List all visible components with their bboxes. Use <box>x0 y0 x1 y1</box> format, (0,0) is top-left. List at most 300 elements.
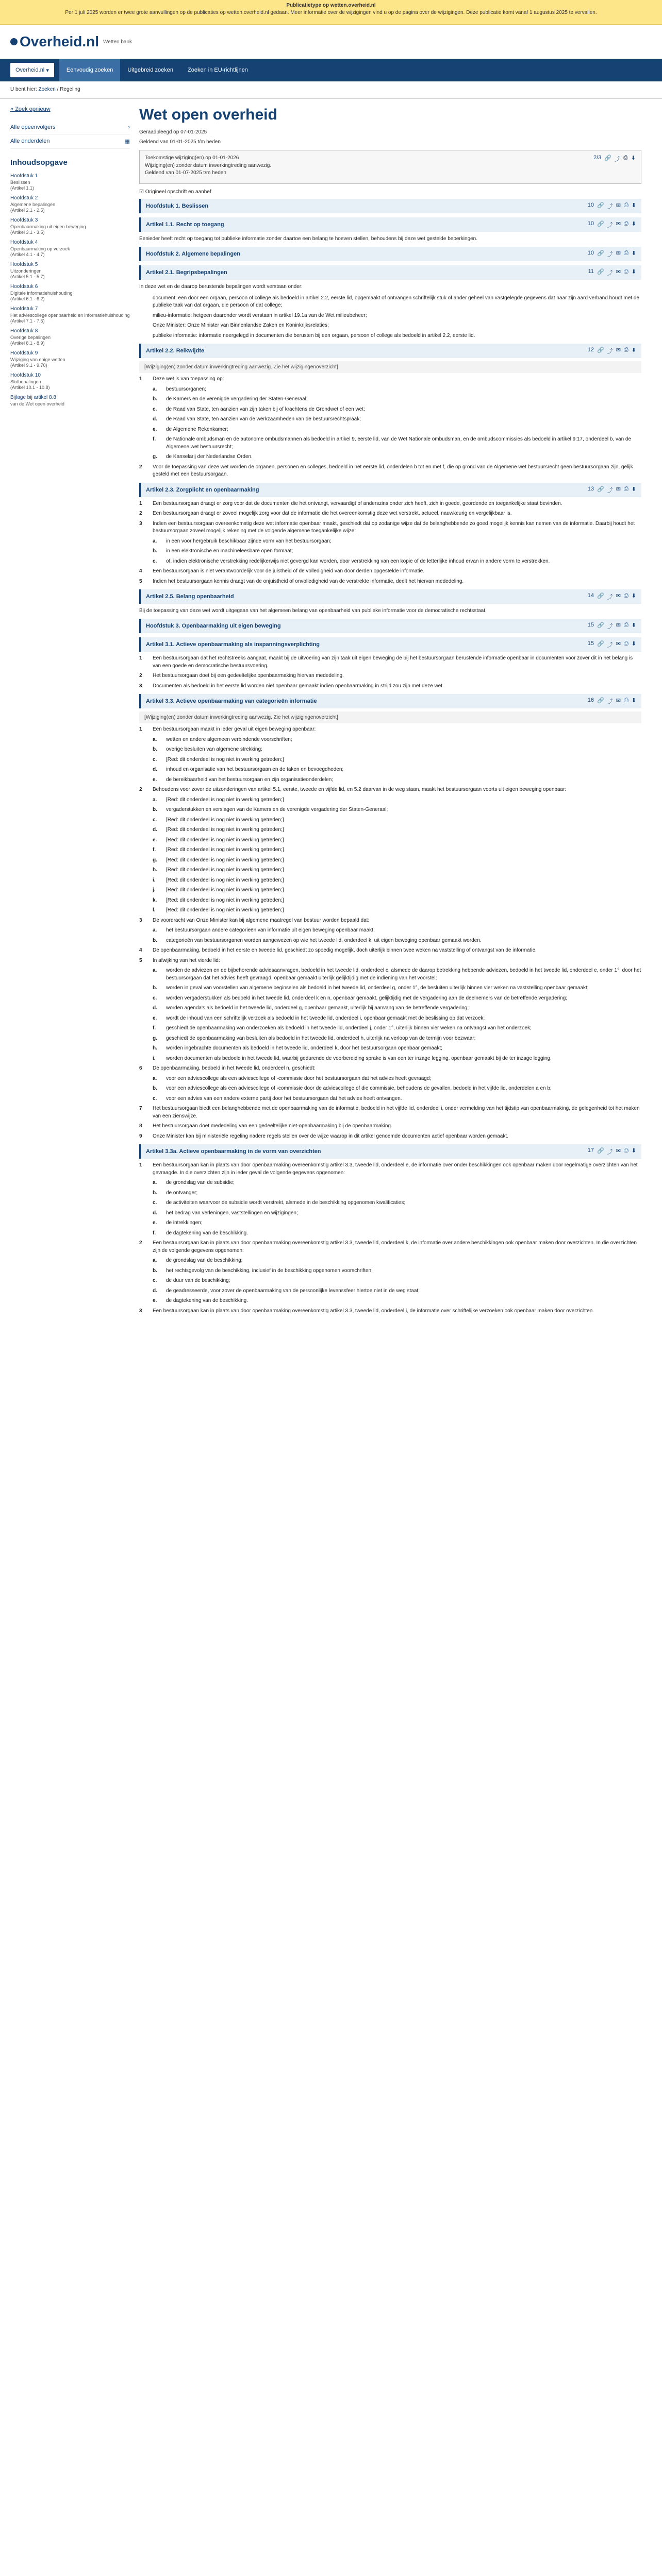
section-heading[interactable] <box>139 199 641 213</box>
item-text: Het bestuursorgaan doet bij een gedeeltelijke openbaarmaking hiervan mededeling. <box>153 673 344 679</box>
link-icon[interactable]: 🔗 <box>597 698 604 704</box>
item-text: Een bestuursorgaan kan in plaats van door openbaarmaking overeenkomstig artikel 3.3, tweede lid, onderdeel k, de informatie over andere beschikkingen ook openbaar maken door overzichten. In die overzichten zijn de volgende gegevens opgenomen: <box>153 1240 637 1253</box>
section-tools <box>588 202 636 210</box>
sub-item <box>139 877 641 885</box>
toc-item-range: (Artikel 3.1 - 3.5) <box>10 229 45 235</box>
item-number: e. <box>153 426 157 432</box>
item-text: [Red: dit onderdeel is nog niet in werking getreden;] <box>166 847 284 853</box>
version-note: Wijziging(en) zonder datum inwerkingtreding aanwezig. <box>145 162 272 168</box>
item-text: Een bestuursorgaan draagt er zorg voor dat de documenten die het ontvangt, vervaardigt of anderszins onder zich heeft, zich in goede, geordende en toegankelijke staat bevinden. <box>153 500 562 506</box>
back-label: Zoek opnieuw <box>15 106 51 112</box>
sub-item <box>139 806 641 814</box>
download-icon[interactable]: ⬇ <box>631 593 636 599</box>
sub-item <box>139 396 641 403</box>
item-number: c. <box>153 1095 157 1101</box>
item-text: worden in geval van voorstellen van algemene beginselen als bedoeld in het tweede lid, onderdeel g, onder 1°, de besluiten uiterlijk binnen vier weken na vaststelling openbaar gemaakt; <box>166 985 589 991</box>
share-icon[interactable]: ⤴ <box>607 222 613 228</box>
sub-item <box>139 857 641 865</box>
section-number: 10 <box>587 201 594 208</box>
section-tools <box>588 1147 636 1156</box>
item-number: 1 <box>139 376 142 382</box>
item-text: Voor de toepassing van deze wet worden de organen, personen en colleges, bedoeld in het eerste lid, onderdelen b tot en met f, die op grond van de Algemene wet bestuursrecht geen bestuursorgaan zijn, gelijk gesteld met een bestuursorgaan. <box>153 464 633 477</box>
toc-item-title: Hoofdstuk 10 <box>10 372 41 378</box>
toc-item-title: Hoofdstuk 5 <box>10 262 38 267</box>
section-title: Artikel 2.2. Reikwijdte <box>146 348 205 354</box>
list-item <box>139 1065 641 1073</box>
item-number: 6 <box>139 1065 142 1071</box>
logo-icon <box>10 38 18 45</box>
item-number: 5 <box>139 578 142 584</box>
comment-icon[interactable]: ✉ <box>616 268 621 275</box>
sub-item <box>139 538 641 546</box>
item-text: in een voor hergebruik beschikbaar zijnde vorm van het bestuursorgaan; <box>166 538 332 544</box>
sub-item <box>139 867 641 874</box>
item-text: Een bestuursorgaan maakt in ieder geval uit eigen beweging openbaar: <box>153 726 316 732</box>
toc-item-title: Hoofdstuk 6 <box>10 284 38 290</box>
back-link[interactable]: « Zoek opnieuw <box>10 106 51 112</box>
sub-item <box>139 846 641 854</box>
toc-item-title: Hoofdstuk 9 <box>10 350 38 356</box>
share-icon[interactable]: ⤴ <box>607 699 613 705</box>
item-number: b. <box>153 807 157 812</box>
item-text: milieu-informatie: hetgeen daaronder wordt verstaan in artikel 19.1a van de Wet milieubeheer; <box>153 312 367 318</box>
toc-item[interactable] <box>10 282 130 304</box>
list-item <box>139 295 641 310</box>
print-icon[interactable]: ⎙ <box>623 485 628 492</box>
item-number: 5 <box>139 957 142 963</box>
item-number: f. <box>153 847 156 853</box>
item-text: de intrekkingen; <box>166 1220 203 1226</box>
print-icon[interactable]: ⎙ <box>623 697 628 703</box>
item-number: b. <box>153 1190 157 1196</box>
list-item <box>139 568 641 575</box>
item-text: de Raad van State, ten aanzien van de werkzaamheden van de bestuursrechtspraak; <box>166 416 361 422</box>
sub-item <box>139 426 641 434</box>
paragraph: Bij de toepassing van deze wet wordt uitgegaan van het algemeen belang van openbaarheid van publieke informatie voor de democratische rechtsstaat. <box>139 608 487 614</box>
item-number: f. <box>153 436 156 442</box>
list-item <box>139 786 641 794</box>
item-number: j. <box>153 887 156 893</box>
item-number: c. <box>153 1278 157 1283</box>
toc-item[interactable] <box>10 260 130 282</box>
share-icon[interactable]: ⤴ <box>607 1149 613 1155</box>
item-text: categorieën van bestuursorganen worden aangewezen op wie het tweede lid, onderdeel k, uit eigen beweging openbaar gemaakt worden. <box>166 937 482 943</box>
section-heading[interactable] <box>139 694 641 708</box>
item-number: f. <box>153 1230 156 1236</box>
toc-item[interactable] <box>10 304 130 326</box>
sub-item <box>139 406 641 414</box>
print-icon[interactable]: ⎙ <box>623 1147 628 1154</box>
sub-item <box>139 826 641 834</box>
sub-item <box>139 937 641 945</box>
site-logo[interactable] <box>10 33 132 50</box>
print-icon[interactable]: ⎙ <box>623 592 628 599</box>
list-item <box>139 1240 641 1255</box>
item-number: d. <box>153 767 157 772</box>
page-title: Wet open overheid <box>139 106 277 123</box>
item-text: [Red: dit onderdeel is nog niet in werking getreden;] <box>166 877 284 883</box>
print-icon[interactable]: ⎙ <box>623 347 628 353</box>
section-heading[interactable] <box>139 1144 641 1159</box>
sub-item <box>139 995 641 1003</box>
item-text: de geadresseerde, voor zover de openbaarmaking van de persoonlijke levenssfeer hiertoe niet in de weg staat; <box>166 1287 420 1294</box>
list-item <box>139 500 641 508</box>
download-icon[interactable]: ⬇ <box>631 698 636 704</box>
item-number: 2 <box>139 511 142 516</box>
sub-item <box>139 985 641 992</box>
tab-uitgebreid[interactable]: Uitgebreid zoeken <box>127 67 174 73</box>
version-valid: Geldend van 01-07-2025 t/m heden <box>145 170 226 176</box>
item-text: document: een door een orgaan, persoon of college als bedoeld in artikel 2.2, eerste lid, opgemaakt of ontvangen schriftelijk stuk of ander geheel van vastgelegde gegevens dat naar zijn aard verband houdt met de publieke taak van dat orgaan, die persoon of dat college; <box>153 295 639 308</box>
sub-item <box>139 1085 641 1093</box>
toc-item-subtitle: Uitzonderingen <box>10 268 42 274</box>
item-number: 4 <box>139 947 142 953</box>
link-icon[interactable]: 🔗 <box>597 250 604 257</box>
list-item <box>139 1308 641 1315</box>
comment-icon[interactable]: ✉ <box>616 221 621 227</box>
item-number: d. <box>153 1005 157 1011</box>
arrow-icon: › <box>128 124 130 130</box>
share-icon[interactable]: ⤴ <box>607 594 613 600</box>
link-icon[interactable]: 🔗 <box>597 1148 604 1154</box>
toc-item-subtitle: Wijziging van enige wetten <box>10 357 65 362</box>
comment-icon[interactable]: ✉ <box>616 622 621 629</box>
list-item <box>139 957 641 965</box>
item-text: voor een advies van een andere externe partij door het bestuursorgaan dat het advies heeft ontvangen. <box>166 1095 402 1101</box>
item-number: g. <box>153 454 157 460</box>
item-number: c. <box>153 558 157 564</box>
toc-item[interactable] <box>10 193 130 215</box>
amendment-note: [Wijziging(en) zonder datum inwerkingtreding aanwezig. Zie het wijzigingenoverzicht] <box>139 361 641 373</box>
sub-item <box>139 1267 641 1275</box>
item-number: 3 <box>139 520 142 527</box>
sub-item <box>139 796 641 804</box>
sub-item <box>139 416 641 423</box>
section-title: Artikel 3.3. Actieve openbaarmaking van categorieën informatie <box>146 698 317 704</box>
sidebar-link-opvolgers[interactable] <box>10 121 130 134</box>
item-text: voor een adviescollege als een adviescollege of -commissie door de adviescollege of die commissie, behoudens de gevallen, bedoeld in het vijfde lid, onderdelen a en b; <box>166 1086 552 1091</box>
list-item <box>139 1123 641 1130</box>
crumb-zoeken[interactable]: Zoeken <box>38 87 56 92</box>
section-heading[interactable] <box>139 483 641 497</box>
link-icon[interactable]: 🔗 <box>597 347 604 353</box>
section-number: 14 <box>587 592 594 599</box>
item-text: de dagtekening van de beschikking. <box>166 1298 249 1303</box>
section-heading[interactable] <box>139 344 641 358</box>
item-text: inhoud en organisatie van het bestuursorgaan en de taken en bevoegdheden; <box>166 767 344 772</box>
item-text: de Kamers en de verenigde vergadering der Staten-Generaal; <box>166 396 308 402</box>
item-text: in een elektronische en machineleesbare open formaat; <box>166 548 293 554</box>
site-select[interactable]: Overheid.nl ▾ <box>10 63 54 77</box>
download-icon[interactable]: ⬇ <box>631 202 636 209</box>
comment-icon[interactable]: ✉ <box>616 593 621 599</box>
item-number: b. <box>153 985 157 991</box>
section-number: 15 <box>587 640 594 647</box>
item-number: a. <box>153 736 157 742</box>
link-icon[interactable]: 🔗 <box>597 221 604 227</box>
item-number: 2 <box>139 1240 142 1246</box>
share-icon[interactable]: ⤴ <box>607 348 613 354</box>
item-text: voor een adviescollege als een adviescollege of -commissie door het bestuursorgaan dat het advies heeft gevraagd; <box>166 1075 432 1081</box>
sub-item <box>139 837 641 844</box>
version-box <box>139 150 641 184</box>
item-number: 1 <box>139 726 142 732</box>
toc-item-range: (Artikel 1.1) <box>10 185 35 191</box>
item-number: e. <box>153 837 157 843</box>
logo-subtitle: Wetten bank <box>103 39 133 45</box>
list-item <box>139 1133 641 1141</box>
list-item <box>139 917 641 925</box>
section-heading[interactable] <box>139 619 641 633</box>
sub-item <box>139 927 641 935</box>
tab-eu[interactable]: Zoeken in EU-richtlijnen <box>188 67 248 73</box>
item-text: het bedrag van verleningen, vaststellingen en wijzigingen; <box>166 1210 298 1216</box>
print-icon[interactable]: ⎙ <box>623 268 628 275</box>
download-icon[interactable]: ⬇ <box>631 622 636 629</box>
section-number: 17 <box>587 1147 594 1154</box>
sub-item <box>139 453 641 461</box>
item-text: wordt de inhoud van een schriftelijk verzoek als bedoeld in het tweede lid, onderdeel i, openbaar gemaakt met de beslissing op dat verzoek; <box>166 1015 485 1021</box>
section-title: Artikel 1.1. Recht op toegang <box>146 221 224 228</box>
toc-item-title: Hoofdstuk 4 <box>10 240 38 245</box>
banner-text: Per 1 juli 2025 worden er twee grote aanvullingen op de publicaties op wetten.overheid.nl gedaan. Meer informatie over de wijzigingen vind u op de pagina over de wijzigingen. Deze publicatie komt vanaf 1 augustus 2025 te vervallen. <box>65 9 597 15</box>
item-text: publieke informatie: informatie neergelegd in documenten die berusten bij een orgaan, persoon of college als bedoeld in artikel 2.2, eerste lid. <box>153 332 475 338</box>
tab-eenvoudig[interactable]: Eenvoudig zoeken <box>59 59 121 81</box>
toc-item-range: (Artikel 10.1 - 10.8) <box>10 384 50 390</box>
item-number: 8 <box>139 1123 142 1129</box>
list-item <box>139 726 641 734</box>
comment-icon[interactable]: ✉ <box>616 347 621 353</box>
sidebar-link-onderdelen[interactable] <box>10 134 130 149</box>
share-icon[interactable]: ⤴ <box>607 269 613 276</box>
link-icon[interactable]: 🔗 <box>597 641 604 647</box>
share-icon[interactable]: ⤴ <box>614 156 620 162</box>
sub-item <box>139 1095 641 1103</box>
sub-item <box>139 1025 641 1032</box>
toc-item[interactable] <box>10 370 130 393</box>
list-item <box>139 947 641 955</box>
download-icon[interactable]: ⬇ <box>631 268 636 275</box>
section-heading[interactable] <box>139 589 641 604</box>
section-tools <box>588 697 636 705</box>
item-number: 1 <box>139 655 142 661</box>
comment-icon[interactable]: ✉ <box>616 1148 621 1154</box>
list-item <box>139 672 641 680</box>
sub-item <box>139 967 641 982</box>
item-number: 1 <box>139 500 142 506</box>
section-title: Artikel 2.3. Zorgplicht en openbaarmaking <box>146 486 259 493</box>
share-icon[interactable]: ⤴ <box>607 487 613 494</box>
toc-item-range: (Artikel 4.1 - 4.7) <box>10 251 45 257</box>
item-text: Het bestuursorgaan biedt een belanghebbende met de openbaarmaking van de informatie, bedoeld in het vijfde lid, onderdeel i, onder vermelding van het tijdstip van openbaarmaking, de gelegenheid tot het maken van een zienswijze. <box>153 1106 640 1119</box>
item-text: de Algemene Rekenkamer; <box>166 426 228 432</box>
law-body <box>139 199 641 1315</box>
sub-item <box>139 1230 641 1238</box>
item-number: h. <box>153 867 157 873</box>
item-text: De openbaarmaking, bedoeld in het eerste en tweede lid, geschiedt zo spoedig mogelijk, doch uiterlijk binnen twee weken na vaststelling of ontvangst van de informatie. <box>153 947 537 953</box>
item-text: de Nationale ombudsman en de autonome ombudsmannen als bedoeld in artikel 9, eerste lid, van de Wet Nationale ombudsman, en de ombudscommissies als bedoeld in artikel 9:17, onderdeel b, van de Algemene wet bestuursrecht; <box>166 436 632 450</box>
paragraph: Eenieder heeft recht op toegang tot publieke informatie zonder daartoe een belang te hoeven stellen, behoudens bij deze wet gestelde beperkingen. <box>139 235 478 242</box>
item-text: de grondslag van de subsidie; <box>166 1180 235 1185</box>
toc-item-subtitle: Openbaarmaking uit eigen beweging <box>10 224 86 229</box>
section-title: Artikel 2.5. Belang openbaarheid <box>146 594 234 600</box>
toc-item[interactable] <box>10 326 130 348</box>
item-text: [Red: dit onderdeel is nog niet in werking getreden;] <box>166 887 284 893</box>
section-title: Artikel 2.1. Begripsbepalingen <box>146 269 227 276</box>
toc-item-range: (Artikel 6.1 - 6.2) <box>10 296 45 301</box>
sub-item <box>139 907 641 914</box>
item-number: b. <box>153 548 157 554</box>
toc-item-title: Hoofdstuk 7 <box>10 306 38 312</box>
item-text: In afwijking van het vierde lid: <box>153 957 220 963</box>
link-icon[interactable]: 🔗 <box>604 155 611 161</box>
item-text: vergaderstukken en verslagen van de Kamers en de verenigde vergadering der Staten-Generaal; <box>166 807 388 812</box>
toc-item[interactable] <box>10 348 130 370</box>
toc-item-title: Hoofdstuk 3 <box>10 217 38 223</box>
site-select-value: Overheid.nl <box>15 67 45 73</box>
link-icon[interactable]: 🔗 <box>597 202 604 209</box>
section-heading[interactable] <box>139 637 641 652</box>
comment-icon[interactable]: ✉ <box>616 250 621 257</box>
item-text: het rechtsgevolg van de beschikking, inclusief in de beschikking opgenomen voorschriften; <box>166 1267 373 1274</box>
paragraph: In deze wet en de daarop berustende bepalingen wordt verstaan onder: <box>139 283 303 290</box>
print-icon[interactable]: ⎙ <box>623 155 628 161</box>
item-text: overige besluiten van algemene strekking; <box>166 747 262 752</box>
section-number: 13 <box>587 485 594 492</box>
sub-item <box>139 1055 641 1063</box>
grid-icon: ▦ <box>124 139 130 145</box>
toc-item[interactable] <box>10 238 130 260</box>
sub-item <box>139 386 641 394</box>
sub-item <box>139 1015 641 1023</box>
item-text: worden ingebrachte documenten als bedoeld in het tweede lid, onderdeel k, door het bestuursorgaan openbaar gemaakt; <box>166 1045 442 1051</box>
item-number <box>139 295 153 310</box>
item-text: Behoudens voor zover de uitzonderingen van artikel 5.1, eerste, tweede en vijfde lid, en 5.2 daarvan in de weg staan, maakt het bestuursorgaan voorts uit eigen beweging openbaar: <box>153 787 567 792</box>
download-icon[interactable]: ⬇ <box>631 221 636 227</box>
crumb-label: U bent hier: <box>10 87 37 92</box>
item-text: geschiedt de openbaarmaking van besluiten als bedoeld in het tweede lid, onderdeel h, uiterlijk na verloop van de termijn voor bezwaar; <box>166 1035 476 1041</box>
download-icon[interactable]: ⬇ <box>631 347 636 353</box>
item-text: de Raad van State, ten aanzien van zijn taken bij of krachtens de Grondwet of een wet; <box>166 406 365 412</box>
item-text: Deze wet is van toepassing op: <box>153 376 224 382</box>
download-icon[interactable]: ⬇ <box>631 1148 636 1154</box>
list-item <box>139 322 641 330</box>
print-icon[interactable]: ⎙ <box>623 249 628 256</box>
notice-banner <box>0 0 662 25</box>
item-text: [Red: dit onderdeel is nog niet in werking getreden;] <box>166 756 284 762</box>
link-icon[interactable]: 🔗 <box>597 622 604 629</box>
item-number: c. <box>153 1200 157 1206</box>
item-number: i. <box>153 877 156 883</box>
section-heading[interactable] <box>139 247 641 261</box>
sub-item <box>139 548 641 555</box>
section-title: Artikel 3.1. Actieve openbaarmaking als inspanningsverplichting <box>146 641 320 648</box>
item-number: a. <box>153 1258 157 1263</box>
sub-item <box>139 1190 641 1197</box>
section-title: Artikel 3.3a. Actieve openbaarmaking in de vorm van overzichten <box>146 1148 321 1155</box>
item-number: d. <box>153 416 157 422</box>
section-heading[interactable] <box>139 217 641 232</box>
item-number: c. <box>153 995 157 1001</box>
main-nav <box>0 59 662 81</box>
link-icon[interactable]: 🔗 <box>597 268 604 275</box>
item-number: c. <box>153 406 157 412</box>
toc-item[interactable] <box>10 171 130 193</box>
share-icon[interactable]: ⤴ <box>607 642 613 648</box>
section-number: 16 <box>587 697 594 703</box>
toc-item-subtitle: Beslissen <box>10 179 30 185</box>
item-number: h. <box>153 1045 157 1051</box>
sub-item <box>139 736 641 744</box>
section-tools <box>588 486 636 494</box>
item-text: de bereikbaarheid van het bestuursorgaan en zijn organisatieonderdelen; <box>166 776 334 783</box>
share-icon[interactable]: ⤴ <box>607 203 613 210</box>
link-icon[interactable]: 🔗 <box>597 593 604 599</box>
section-number: 12 <box>587 347 594 353</box>
site-header <box>0 25 662 59</box>
link-icon[interactable]: 🔗 <box>597 486 604 493</box>
print-icon[interactable]: ⎙ <box>623 622 628 628</box>
download-icon[interactable]: ⬇ <box>631 641 636 647</box>
item-number: g. <box>153 857 157 863</box>
item-text: het bestuursorgaan andere categorieën van informatie uit eigen beweging openbaar maakt; <box>166 927 375 933</box>
item-number: e. <box>153 1220 157 1226</box>
comment-icon[interactable]: ✉ <box>616 486 621 493</box>
item-number: g. <box>153 1035 157 1041</box>
item-text: Indien een bestuursorgaan overeenkomstig deze wet informatie openbaar maakt, geschiedt dat op zodanige wijze dat de belanghebbende zo goed mogelijk kennis kan nemen van de informatie. Daarbij houdt het bestuursorgaan zoveel mogelijk rekening met de volgende algemene toegankelijke wijze: <box>153 520 635 534</box>
download-icon[interactable]: ⬇ <box>631 155 636 161</box>
item-text: Onze Minister kan bij ministeriële regeling nadere regels stellen over de wijze waarop in dit artikel genoemde documenten actief openbaar worden gemaakt. <box>153 1133 508 1139</box>
item-text: [Red: dit onderdeel is nog niet in werking getreden;] <box>166 867 284 873</box>
sub-item <box>139 1297 641 1305</box>
toc-item-subtitle: Digitale informatiehuishouding <box>10 290 73 296</box>
share-icon[interactable]: ⤴ <box>607 623 613 630</box>
item-number: b. <box>153 396 157 402</box>
section-tools <box>588 592 636 601</box>
item-number: a. <box>153 538 157 544</box>
comment-icon[interactable]: ✉ <box>616 202 621 209</box>
share-icon[interactable]: ⤴ <box>607 251 613 258</box>
download-icon[interactable]: ⬇ <box>631 250 636 257</box>
comment-icon[interactable]: ✉ <box>616 641 621 647</box>
original-title-toggle[interactable]: ☑ Origineel opschrift en aanhef <box>139 189 211 195</box>
sub-item <box>139 1199 641 1207</box>
sub-item <box>139 1035 641 1043</box>
item-number: l. <box>153 907 156 913</box>
print-icon[interactable]: ⎙ <box>623 640 628 647</box>
item-text: worden vergaderstukken als bedoeld in het tweede lid, onderdeel k en n, openbaar gemaakt, gelijktijdig met de vergadering aan de deelnemers van de betreffende vergadering; <box>166 995 568 1001</box>
section-number: 10 <box>587 249 594 256</box>
toc-item[interactable] <box>10 393 130 409</box>
item-text: [Red: dit onderdeel is nog niet in werking getreden;] <box>166 796 284 803</box>
valid-range: Geldend van 01-01-2025 t/m heden <box>139 139 221 145</box>
item-number: 2 <box>139 464 142 470</box>
sub-item <box>139 1045 641 1053</box>
list-item <box>139 510 641 518</box>
section-heading[interactable] <box>139 265 641 280</box>
print-icon[interactable]: ⎙ <box>623 220 628 227</box>
comment-icon[interactable]: ✉ <box>616 698 621 704</box>
sub-item <box>139 1257 641 1265</box>
item-number: b. <box>153 1267 157 1274</box>
list-item <box>139 1105 641 1120</box>
list-item <box>139 1162 641 1177</box>
item-number: i. <box>153 1055 156 1061</box>
item-number: a. <box>153 927 157 933</box>
toc-item[interactable] <box>10 215 130 238</box>
print-icon[interactable]: ⎙ <box>623 201 628 208</box>
download-icon[interactable]: ⬇ <box>631 486 636 493</box>
